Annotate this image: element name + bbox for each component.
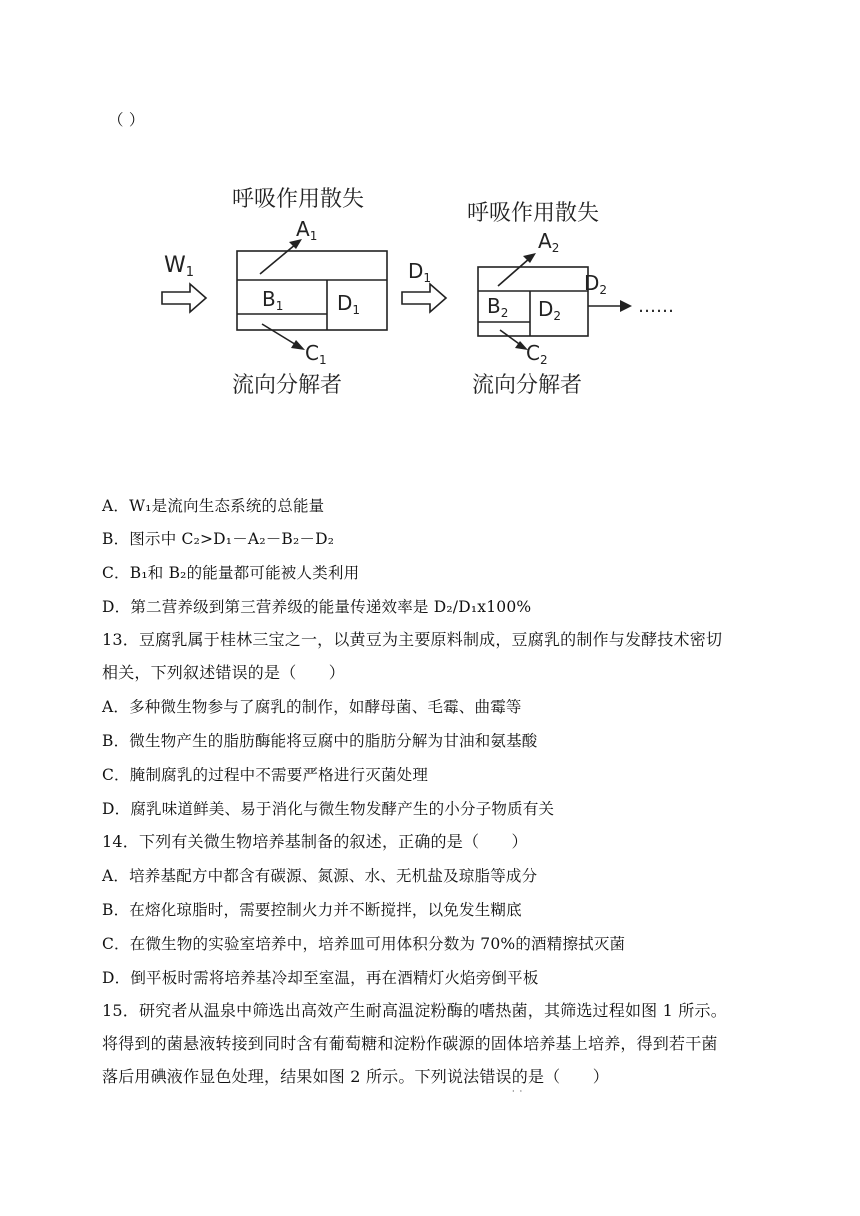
q14-option-b: B．在熔化琼脂时，需要控制火力并不断搅拌，以免发生糊底 <box>102 901 522 919</box>
right-decomposer-label: 流向分解者 <box>472 373 583 398</box>
d1-label: $D_1$ <box>337 291 361 317</box>
d1-hollow-arrow <box>402 284 446 312</box>
q14-stem: 14．下列有关微生物培养基制备的叙述，正确的是（ ） <box>102 832 528 851</box>
left-respiration-label: 呼吸作用散失 <box>232 187 365 212</box>
q12-option-c: C．B₁和 B₂的能量都可能被人类利用 <box>102 564 360 582</box>
q12-option-b: B．图示中 C₂>D₁－A₂－B₂－D₂ <box>102 530 335 548</box>
d2-arrowhead <box>620 300 632 312</box>
left-decomposer-label: 流向分解者 <box>232 373 343 398</box>
q12-option-d: D．第二营养级到第三营养级的能量传递效率是 D₂/D₁x100% <box>102 598 532 616</box>
c1-arrowhead <box>291 340 305 350</box>
q13-stem-line2: 相关，下列叙述错误的是（ ） <box>102 663 346 682</box>
q15-stem-line2: 将得到的菌悬液转接到同时含有葡萄糖和淀粉作碳源的固体培养基上培养，得到若干菌 <box>102 1034 718 1053</box>
q12-option-a: A．W₁是流向生态系统的总能量 <box>102 497 325 515</box>
emphasis-dots: · · <box>512 1087 523 1096</box>
right-respiration-label: 呼吸作用散失 <box>467 201 600 226</box>
q13-stem-line1: 13．豆腐乳属于桂林三宝之一，以黄豆为主要原料制成，豆腐乳的制作与发酵技术密切 <box>102 630 723 649</box>
q15-stem-line1: 15．研究者从温泉中筛选出高效产生耐高温淀粉酶的嗜热菌，其筛选过程如图 1 所示。 <box>102 1001 727 1020</box>
q13-option-d: D．腐乳味道鲜美、易于消化与微生物发酵产生的小分子物质有关 <box>102 800 555 818</box>
d1-arrow-label: $D_1$ <box>408 259 432 285</box>
c2-label: $C_2$ <box>526 341 548 367</box>
b1-label: $B_1$ <box>262 287 284 313</box>
b2-label: $B_2$ <box>487 294 509 320</box>
ellipsis: …… <box>638 296 674 317</box>
answer-parentheses: （ ） <box>108 111 145 129</box>
a2-label: $A_2$ <box>538 229 560 255</box>
c1-label: $C_1$ <box>305 341 327 367</box>
q14-option-c: C．在微生物的实验室培养中，培养皿可用体积分数为 70%的酒精擦拭灭菌 <box>102 935 626 953</box>
energy-flow-diagram <box>150 170 720 410</box>
d2-arrow-label: $D_2$ <box>584 271 608 297</box>
a1-label: $A_1$ <box>296 217 318 243</box>
q13-option-c: C．腌制腐乳的过程中不需要严格进行灭菌处理 <box>102 766 429 784</box>
q13-option-a: A．多种微生物参与了腐乳的制作，如酵母菌、毛霉、曲霉等 <box>102 698 522 716</box>
q14-option-d: D．倒平板时需将培养基冷却至室温，再在酒精灯火焰旁倒平板 <box>102 969 539 987</box>
q13-option-b: B．微生物产生的脂肪酶能将豆腐中的脂肪分解为甘油和氨基酸 <box>102 732 538 750</box>
q14-option-a: A．培养基配方中都含有碳源、氮源、水、无机盐及琼脂等成分 <box>102 867 538 885</box>
d2-label: $D_2$ <box>538 297 562 323</box>
w1-label: W1 <box>164 253 195 280</box>
q15-stem-line3: 落后用碘液作显色处理，结果如图 2 所示。下列说法错误的是（ ） <box>102 1067 609 1086</box>
trophic-box-1 <box>237 251 387 330</box>
w1-hollow-arrow <box>162 284 206 312</box>
